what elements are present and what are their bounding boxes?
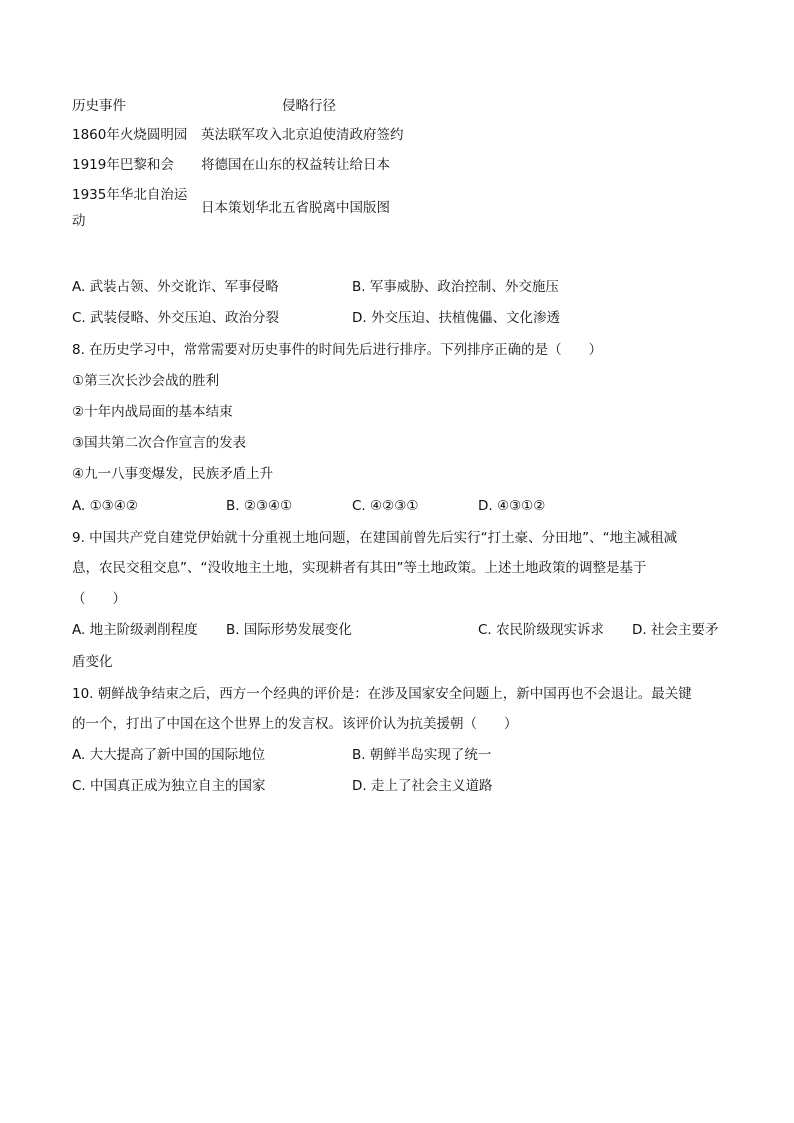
q7-option-c: C. 武装侵略、外交压迫、政治分裂 (72, 310, 280, 326)
table-header-action: 侵略行径 (282, 98, 336, 114)
q8-option-c: C. ④②③① (352, 498, 419, 514)
q9-stem-line3: （ ） (72, 591, 126, 607)
q10-option-b: B. 朝鲜半岛实现了统一 (352, 747, 492, 763)
q9-option-d-continued: 盾变化 (72, 654, 113, 670)
table-row-1-event: 1860年火烧圆明园 (72, 127, 188, 143)
table-row-2-event: 1919年巴黎和会 (72, 157, 174, 173)
q8-item-3: ③国共第二次合作宣言的发表 (72, 435, 247, 451)
table-row-1-action: 英法联军攻入北京迫使清政府签约 (201, 127, 404, 143)
q9-stem-line2: 息，农民交租交息”、“没收地主土地，实现耕者有其田”等土地政策。上述土地政策的调整是基于 (72, 560, 647, 576)
q9-option-b: B. 国际形势发展变化 (226, 622, 352, 638)
q10-stem-line2: 的一个，打出了中国在这个世界上的发言权。该评价认为抗美援朝（ ） (72, 716, 518, 732)
q9-stem-line1: 9. 中国共产党自建党伊始就十分重视土地问题，在建国前曾先后实行“打土豪、分田地”、“地主减租减 (72, 530, 678, 546)
q9-option-c: C. 农民阶级现实诉求 (478, 622, 605, 638)
table-row-3-event-line2: 动 (72, 213, 86, 229)
table-header-event: 历史事件 (72, 98, 126, 114)
table-row-3-event-line1: 1935年华北自治运 (72, 187, 188, 203)
q7-option-a: A. 武装占领、外交讹诈、军事侵略 (72, 279, 279, 295)
table-row-2-action: 将德国在山东的权益转让给日本 (201, 157, 390, 173)
q9-option-a: A. 地主阶级剥削程度 (72, 622, 198, 638)
q8-option-d: D. ④③①② (478, 498, 546, 514)
q9-option-d: D. 社会主要矛 (632, 622, 719, 638)
q10-option-c: C. 中国真正成为独立自主的国家 (72, 778, 266, 794)
q8-item-1: ①第三次长沙会战的胜利 (72, 373, 220, 389)
q7-option-d: D. 外交压迫、扶植傀儡、文化渗透 (352, 310, 560, 326)
q8-item-2: ②十年内战局面的基本结束 (72, 404, 233, 420)
q10-stem-line1: 10. 朝鲜战争结束之后，西方一个经典的评价是：在涉及国家安全问题上，新中国再也不会退让。最关键 (72, 686, 692, 702)
q8-item-4: ④九一八事变爆发，民族矛盾上升 (72, 466, 274, 482)
table-row-3-action: 日本策划华北五省脱离中国版图 (201, 200, 390, 216)
q10-option-d: D. 走上了社会主义道路 (352, 778, 493, 794)
q7-option-b: B. 军事威胁、政治控制、外交施压 (352, 279, 559, 295)
q8-option-b: B. ②③④① (226, 498, 293, 514)
q8-option-a: A. ①③④② (72, 498, 138, 514)
q10-option-a: A. 大大提高了新中国的国际地位 (72, 747, 266, 763)
q8-stem: 8. 在历史学习中，常常需要对历史事件的时间先后进行排序。下列排序正确的是（ ） (72, 342, 603, 358)
